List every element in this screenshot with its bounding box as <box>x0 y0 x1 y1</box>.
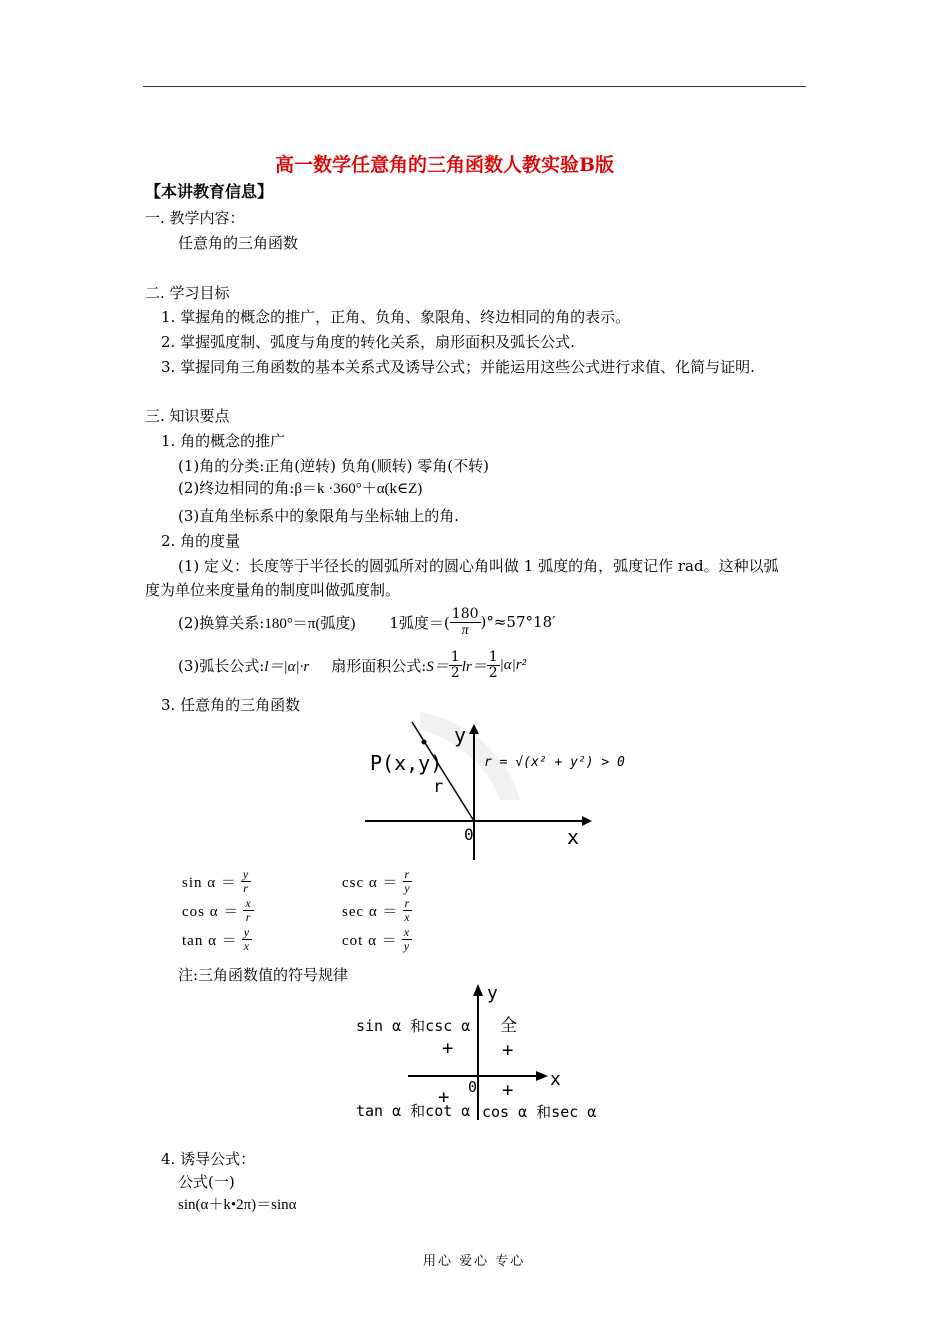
sign-rule-note: 注:三角函数值的符号规律 <box>178 966 349 984</box>
part1-content: 任意角的三角函数 <box>178 234 299 252</box>
half-fraction: $\frac{1}{2}$ <box>488 648 498 681</box>
x-axis-arrow <box>582 816 592 826</box>
y-axis-arrow <box>473 984 483 996</box>
def-tan: tan α ＝ $\frac{y}{x}$ <box>182 925 251 953</box>
subsection-title: 4. 诱导公式： <box>161 1150 256 1168</box>
quadrant3-sign: + <box>438 1086 450 1108</box>
part3-heading: 三. 知识要点 <box>145 407 230 425</box>
def-sec: sec α ＝ $\frac{r}{x}$ <box>342 896 411 924</box>
x-axis-arrow <box>536 1071 548 1081</box>
quadrant1-label: 全 <box>500 1016 517 1036</box>
formula-group-title: 公式(一) <box>178 1173 235 1191</box>
coterminal-formula: β＝k ·360°＋α(k∈Z) <box>294 481 423 497</box>
coterminal-angle: (2)终边相同的角:β＝k ·360°＋α(k∈Z) <box>178 479 423 497</box>
sign-rule-diagram <box>350 982 610 1127</box>
def-csc: csc α ＝ $\frac{r}{y}$ <box>342 867 411 895</box>
part1-heading: 一. 教学内容： <box>145 209 245 227</box>
def-cot: cot α ＝ $\frac{x}{y}$ <box>342 925 411 953</box>
point-p <box>422 740 427 745</box>
page-title: 高一数学任意角的三角函数人教实验B版 <box>275 154 615 176</box>
page-footer: 用心 爱心 专心 <box>423 1254 526 1269</box>
subsection-title: 1. 角的概念的推广 <box>161 432 286 450</box>
quadrant2-sign: + <box>442 1037 454 1059</box>
y-axis-label: y <box>487 983 498 1004</box>
trig-grid <box>182 868 502 953</box>
radian-definition-cont: 度为单位来度量角的制度叫做弧度制。 <box>145 581 401 599</box>
goal-item: 1. 掌握角的概念的推广，正角、负角、象限角、终边相同的角的表示。 <box>161 308 631 326</box>
quadrant2-label: sin α 和csc α <box>356 1017 471 1035</box>
def-sin: sin α ＝ $\frac{y}{r}$ <box>182 867 250 895</box>
arc-length-formula: l＝|α|·r <box>264 658 310 675</box>
quadrant3-label: tan α 和cot α <box>356 1102 471 1120</box>
header-rule <box>143 86 806 87</box>
radian-definition: (1) 定义：长度等于半径长的圆弧所对的圆心角叫做 1 弧度的角，弧度记作 rad。这种以弧 <box>178 557 779 575</box>
conversion-degree: 180°＝π(弧度) <box>264 615 356 632</box>
conversion-fraction: $\frac{180}{\pi}$ <box>451 605 479 638</box>
goal-item: 2. 掌握弧度制、弧度与角度的转化关系，扇形面积及弧长公式. <box>161 333 575 351</box>
x-axis-label: x <box>567 825 580 849</box>
quadrant-angle: (3)直角坐标系中的象限角与坐标轴上的角. <box>178 507 460 525</box>
x-axis-label: x <box>550 1069 561 1090</box>
quadrant1-sign: + <box>502 1039 514 1061</box>
part2-heading: 二. 学习目标 <box>145 284 230 302</box>
trig-definition-diagram <box>360 700 625 865</box>
conversion-line: (2)换算关系: 180°＝π(弧度) 1弧度＝( $\frac{180}{\pi}$ )°≈57°18′ <box>178 605 556 638</box>
arc-length-line: (3)弧长公式: l＝|α|·r 扇形面积公式: S＝ $\frac{1}{2}$ lr＝ $\frac{1}{2}$ |α|r² <box>178 648 527 681</box>
subsection-title: 2. 角的度量 <box>161 532 241 550</box>
quadrant4-sign: + <box>502 1079 514 1101</box>
point-label: P(x,y) <box>370 751 443 775</box>
goal-item: 3. 掌握同角三角函数的基本关系式及诱导公式；并能运用这些公式进行求值、化简与证明. <box>161 358 755 376</box>
half-fraction: $\frac{1}{2}$ <box>450 648 460 681</box>
quadrant4-label: cos α 和sec α <box>482 1103 597 1121</box>
induction-formula: sin(α＋k•2π)＝sinα <box>178 1197 297 1213</box>
def-cos: cos α ＝ $\frac{x}{r}$ <box>182 896 252 924</box>
radius-label: r <box>433 777 444 797</box>
trig-definitions <box>182 868 502 953</box>
y-axis-label: y <box>454 723 467 747</box>
subsection-title: 3. 任意角的三角函数 <box>161 696 301 714</box>
section-heading: 【本讲教育信息】 <box>145 182 274 201</box>
origin-label: 0 <box>464 825 474 844</box>
radius-formula: r = √(x² + y²) > 0 <box>484 755 625 770</box>
angle-classification: (1)角的分类:正角(逆转) 负角(顺转) 零角(不转) <box>178 457 489 475</box>
y-axis-arrow <box>469 724 479 734</box>
origin-label: 0 <box>468 1078 478 1096</box>
